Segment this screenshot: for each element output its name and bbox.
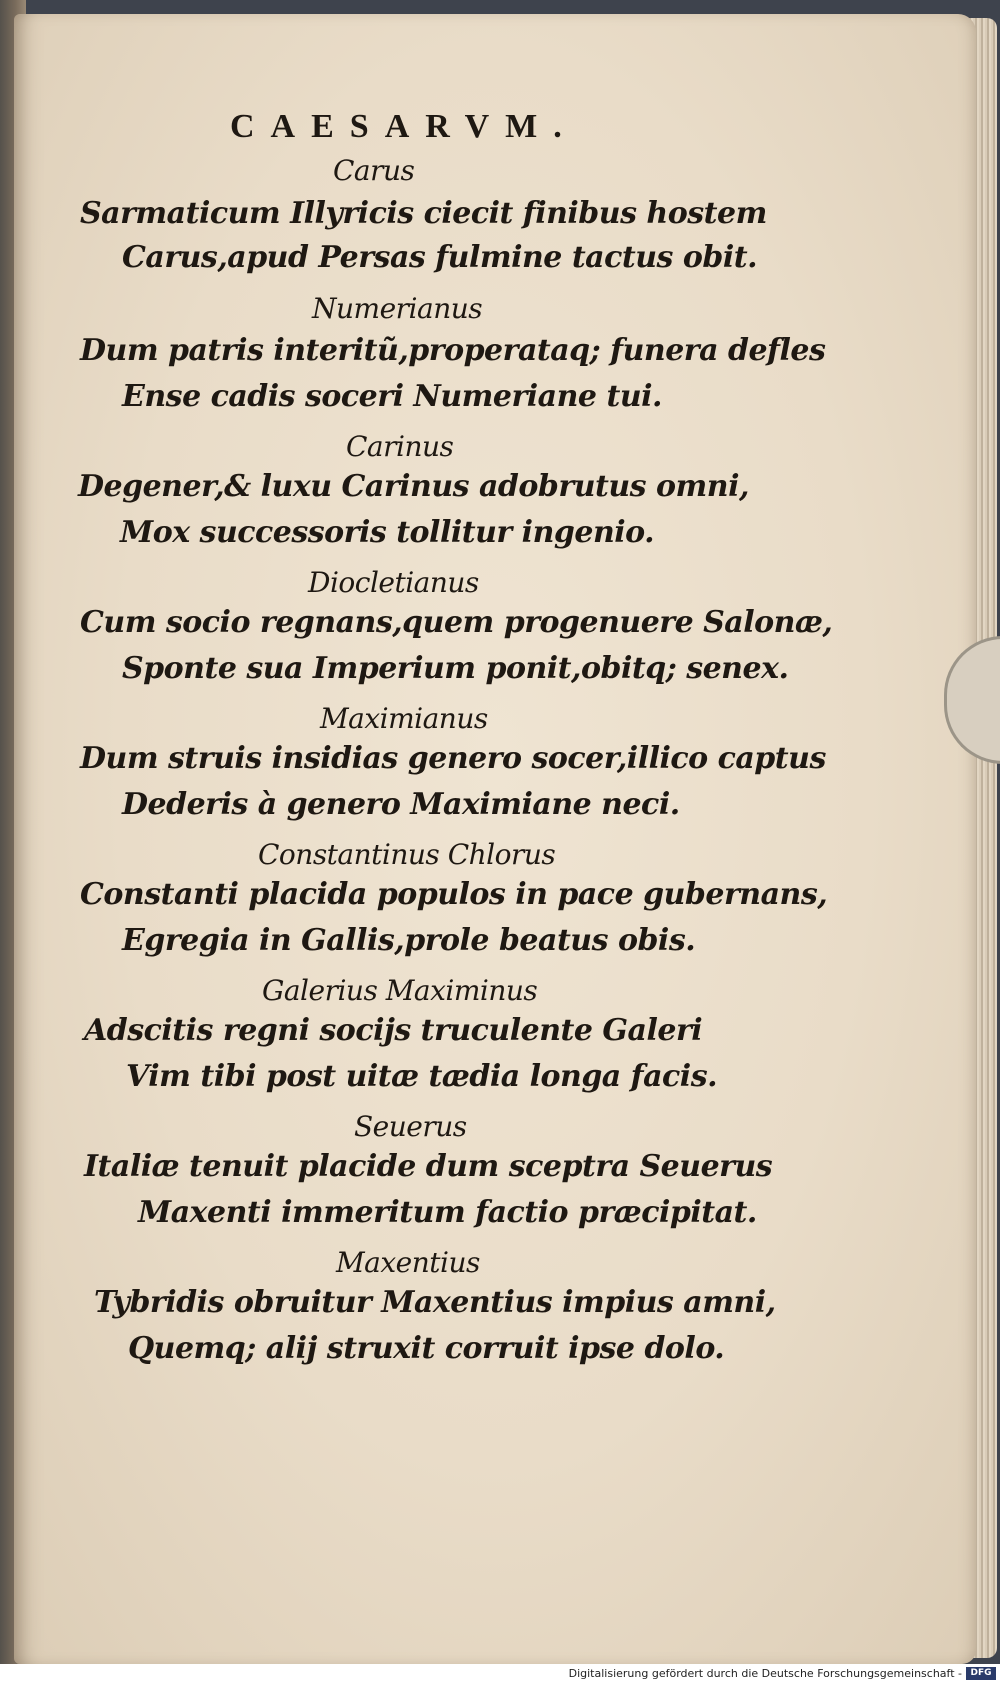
dfg-logo: DFG bbox=[966, 1667, 996, 1680]
verse-line: Egregia in Gallis,prole beatus obis. bbox=[122, 923, 696, 958]
emperor-name: Diocletianus bbox=[308, 566, 479, 599]
verse-line: Dederis à genero Maximiane neci. bbox=[122, 787, 680, 822]
verse-line: Vim tibi post uitæ tædia longa facis. bbox=[126, 1059, 718, 1094]
emperor-name: Galerius Maximinus bbox=[262, 974, 538, 1007]
verse-line: Quemq; alij struxit corruit ipse dolo. bbox=[128, 1331, 725, 1366]
verse-line: Constanti placida populos in pace gubernans, bbox=[80, 877, 828, 912]
emperor-name: Seuerus bbox=[354, 1110, 467, 1143]
page-heading: CAESARVM. bbox=[230, 108, 578, 145]
verse-line: Sarmaticum Illyricis ciecit finibus hostem bbox=[80, 196, 767, 231]
emperor-name: Carus bbox=[333, 154, 415, 187]
emperor-name: Constantinus Chlorus bbox=[258, 838, 556, 871]
verse-line: Cum socio regnans,quem progenuere Salonæ, bbox=[80, 605, 833, 640]
emperor-name: Numerianus bbox=[312, 292, 483, 325]
funding-credit: Digitalisierung gefördert durch die Deutsche Forschungsgemeinschaft - bbox=[568, 1667, 962, 1680]
verse-line: Tybridis obruitur Maxentius impius amni, bbox=[94, 1285, 776, 1320]
verse-line: Degener,& luxu Carinus adobrutus omni, bbox=[78, 469, 749, 504]
digitization-footer bbox=[0, 1664, 1000, 1684]
emperor-name: Maximianus bbox=[320, 702, 488, 735]
verse-line: Carus,apud Persas fulmine tactus obit. bbox=[122, 240, 758, 275]
verse-line: Italiæ tenuit placide dum sceptra Seuerus bbox=[84, 1149, 773, 1184]
verse-line: Adscitis regni socijs truculente Galeri bbox=[84, 1013, 703, 1048]
emperor-name: Carinus bbox=[346, 430, 454, 463]
verse-line: Mox successoris tollitur ingenio. bbox=[120, 515, 655, 550]
verse-line: Ense cadis soceri Numeriane tui. bbox=[122, 379, 662, 414]
verse-line: Sponte sua Imperium ponit,obitq; senex. bbox=[122, 651, 789, 686]
verse-line: Maxenti immeritum factio præcipitat. bbox=[138, 1195, 757, 1230]
emperor-name: Maxentius bbox=[336, 1246, 480, 1279]
verse-line: Dum patris interitũ,properataq; funera defles bbox=[80, 333, 826, 368]
verse-line: Dum struis insidias genero socer,illico captus bbox=[80, 741, 826, 776]
